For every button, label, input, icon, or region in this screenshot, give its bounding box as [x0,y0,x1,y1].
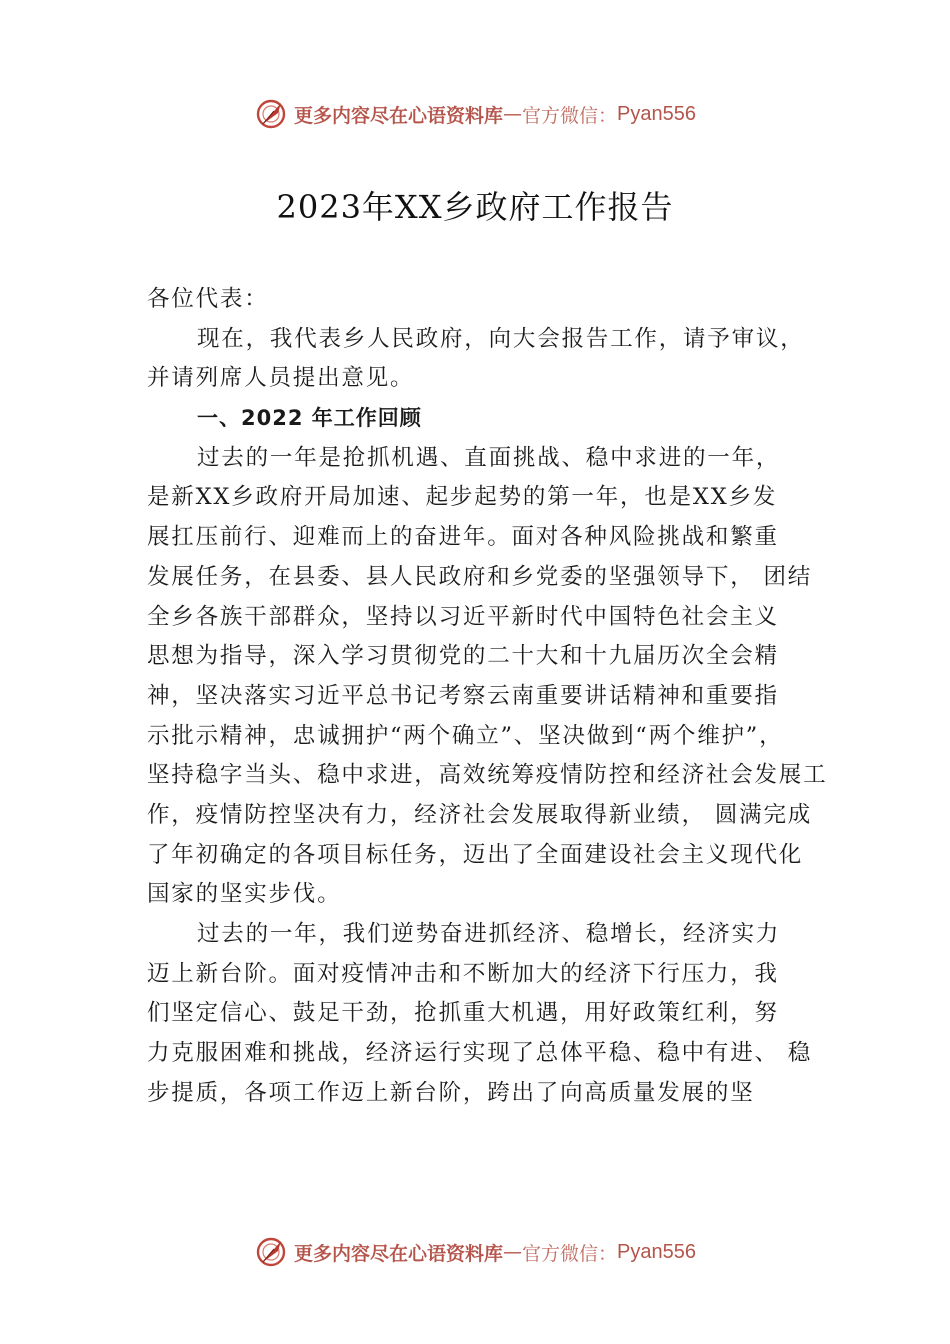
paragraph-line: 步提质，各项工作迈上新台阶，跨出了向高质量发展的坚 [147,1079,755,1106]
paragraph-line: 了年初确定的各项目标任务，迈出了全面建设社会主义现代化 [147,841,804,868]
paragraph-line: 国家的坚实步伐。 [147,881,342,908]
banner-text-wechat-label: 官方微信： [522,1242,618,1265]
document-title: 2023年XX乡政府工作报告 [276,188,674,226]
banner-text-wechat-label: 官方微信： [522,104,618,127]
paragraph-line: 并请列席人员提出意见。 [147,365,415,392]
banner-wechat-id: Pyan556 [617,102,696,125]
paragraph-line: 全乡各族干部群众，坚持以习近平新时代中国特色社会主义 [147,603,779,630]
paragraph-line: 迈上新台阶。面对疫情冲击和不断加大的经济下行压力，我 [147,960,779,987]
paragraph-line: 思想为指导，深入学习贯彻党的二十大和十九届历次全会精 [147,643,779,670]
paragraph-line: 们坚定信心、鼓足干劲，抢抓重大机遇，用好政策红利，努 [147,1000,779,1027]
banner-wechat-id: Pyan556 [617,1240,696,1263]
paragraph-line: 坚持稳字当头、稳中求进，高效统筹疫情防控和经济社会发展工 [147,762,828,789]
paragraph-line: 作，疫情防控坚决有力，经济社会发展取得新业绩， 圆满完成 [147,801,813,828]
section-heading: 一、2022 年工作回顾 [197,406,422,431]
paragraph-line: 现在，我代表乡人民政府，向大会报告工作，请予审议， [197,325,805,352]
banner-dash: — [503,1241,523,1263]
greeting: 各位代表： [147,286,269,312]
document-body [147,280,827,1113]
banner-text-library: 更多内容尽在心语资料库 [294,1242,504,1265]
banner-text-library: 更多内容尽在心语资料库 [294,104,504,127]
paragraph-line: 展扛压前行、迎难而上的奋进年。面对各种风险挑战和繁重 [147,524,779,551]
footer-banner [0,1230,950,1274]
paragraph-line: 是新XX乡政府开局加速、起步起势的第一年，也是XX乡发 [147,484,778,511]
paragraph-line: 神，坚决落实习近平总书记考察云南重要讲话精神和重要指 [147,682,779,709]
paragraph-line: 过去的一年是抢抓机遇、直面挑战、稳中求进的一年， [197,444,781,471]
quill-pen-logo-icon [254,1235,288,1269]
paragraph-line: 过去的一年，我们逆势奋进抓经济、稳增长，经济实力 [197,921,781,947]
banner-dash: — [503,103,523,125]
paragraph-line: 力克服困难和挑战，经济运行实现了总体平稳、稳中有进、 稳 [147,1040,813,1067]
header-banner [0,92,950,136]
quill-pen-logo-icon [254,97,288,131]
paragraph-line: 示批示精神，忠诚拥护“两个确立”、坚决做到“两个维护”， [147,722,784,749]
paragraph-line: 发展任务，在县委、县人民政府和乡党委的坚强领导下， 团结 [147,563,813,590]
